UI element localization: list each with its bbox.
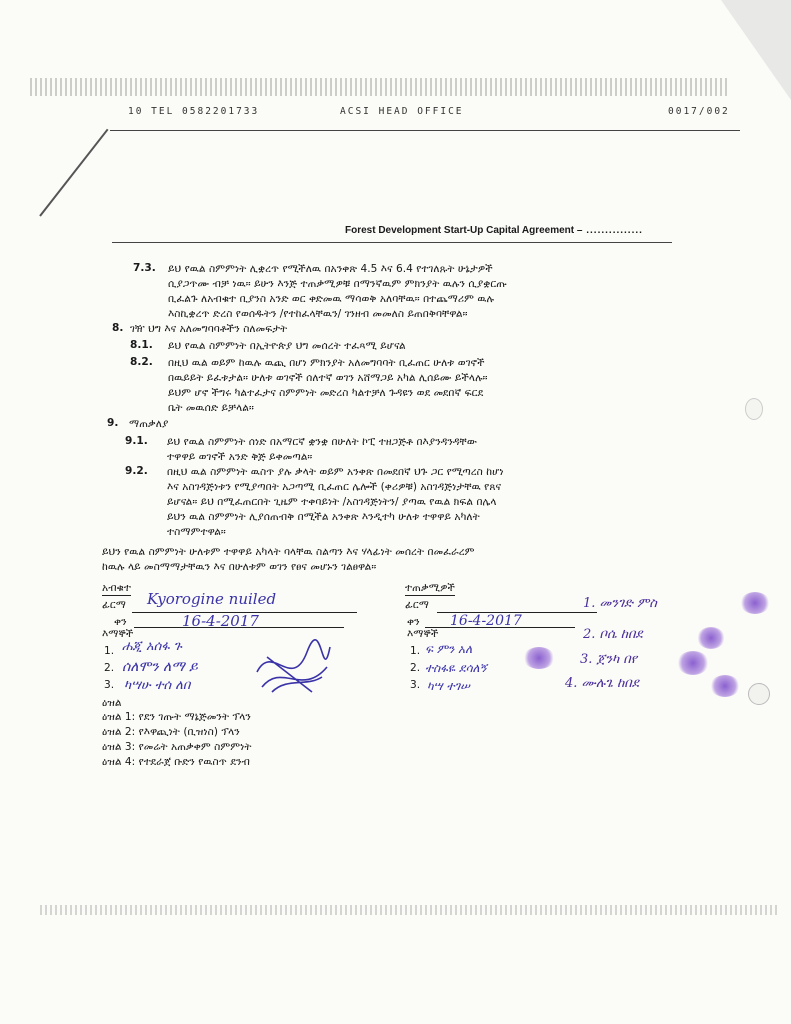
fax-header xyxy=(0,98,791,128)
witness-number: 1. xyxy=(104,645,115,657)
fingerprint-stamp xyxy=(740,592,770,614)
section-number: 8.1. xyxy=(130,339,153,351)
witness-label: እማኞች xyxy=(102,628,134,640)
section-number: 7.3. xyxy=(133,262,156,274)
annex-list xyxy=(102,697,252,770)
date-handwriting: 16-4-2017 xyxy=(182,612,259,630)
folded-corner xyxy=(721,0,791,100)
doc-title: Forest Development Start-Up Capital Agreement – ............... xyxy=(345,225,643,236)
section-heading: ገዥ ህግ እና አለመግባባቶችን ስለመፍታት xyxy=(130,323,288,335)
witness-number: 3. xyxy=(410,679,421,691)
fax-office: ACSI HEAD OFFICE xyxy=(340,106,464,117)
annex-item: ዕዝል 2: የእዋጪነት (ቢዝነስ) ፕላን xyxy=(102,726,240,738)
fingerprint-stamp xyxy=(697,627,725,649)
text-line: ተዋዋይ ወገኖች አንድ ቅጅ ይቀመጣል። xyxy=(167,451,313,463)
text-line: በዚህ ዉል ወይም ከዉሉ ዉጪ በሆነ ምክንያት አለመግባባት ቢፈጠር ሁለቱ ወገኖች xyxy=(168,357,485,369)
signatory-heading: አብቁተ xyxy=(102,582,131,594)
text-line: በዉይይት ይፈቱታል። ሁለቱ ወገኖች ሰለተኛ ወገን አሸማጋይ አካል ሊሰይሙ ይችላሉ። xyxy=(168,372,488,384)
text-line: ይህም ሆኖ ችግሩ ካልተፈታና ስምምነት መድረስ ካልተቻለ ጉዳዩን ወደ መደበኛ ፍርደ xyxy=(168,387,484,399)
annex-heading: ዕዝል xyxy=(102,697,122,709)
witness-handwriting: ፍ ምን አለ xyxy=(425,642,473,656)
scan-noise-top xyxy=(30,78,730,96)
signature-handwriting: Kyorogine nuiled xyxy=(147,590,277,608)
text-line: ይህ የዉል ስምምነት በኢትዮጵያ ህግ መሰረት ተፈጻሚ ይሆናል xyxy=(168,340,406,352)
signature-handwriting: 1. መንገድ ምስ xyxy=(583,596,657,611)
witness-number: 2. xyxy=(410,662,421,674)
fingerprint-stamp xyxy=(523,647,555,669)
date-label: ቀን xyxy=(407,616,420,628)
text-line: ተስማምተዋል። xyxy=(167,526,226,538)
punch-hole xyxy=(748,683,770,705)
closing-paragraph xyxy=(102,545,475,575)
section-number: 8. xyxy=(112,322,124,334)
fax-tel: 10 TEL 0582201733 xyxy=(128,106,260,117)
annex-item: ዕዝል 4: የተደራጀ ቡድን የዉስጥ ደንብ xyxy=(102,756,250,768)
witness-handwriting: ተስፋዬ ደሳለኝ xyxy=(425,661,487,675)
punch-hole xyxy=(745,398,763,420)
date-label: ቀን xyxy=(114,616,127,628)
text-line: ይህን ዉል ስምምነት ሊያሰጠብቅ በሚችል አንቀጽ እንዲተካ ሁለቱ ተዋዋይ አካለት xyxy=(167,511,480,523)
signatory-left xyxy=(102,582,372,712)
section-number: 8.2. xyxy=(130,356,153,368)
text-line: በዚህ ዉል ስምምነት ዉስጥ ያሉ ቃላት ወይም አንቀጽ በመደበኛ ህጉ ጋር የሚጣረስ ከሆነ xyxy=(167,466,504,478)
fax-page: 0017/002 xyxy=(668,106,730,117)
text-line: ከዉሉ ላይ መስማማታቸዉን እና በሁለቱም ወገን የፀና መሆኑን ገልፀዋል። xyxy=(102,561,377,573)
text-line: ይሆናል። ይህ በሚፈጠርበት ጊዜም ተቀባይነት /አስገዳጅነትን/ ያጣዉ የዉል ክፍል በሌላ xyxy=(167,496,497,508)
text-line: ይህን የዉል ስምምነት ሁለቱም ተዋዋይ አካላት ባላቸዉ ስልጣን እና ሃላፊነት መሰረት በመፈራረም xyxy=(102,546,475,558)
text-line: ይህ የዉል ስምምነት ሰነድ በአማርኛ ቋንቋ በሁለት ኮፒ ተዘጋጅቶ በእያንዳንዳቸው xyxy=(167,436,478,448)
side-signature-handwriting: 4. ሙሉጌ ከበደ xyxy=(565,676,639,691)
witness-label: እማኞች xyxy=(407,628,439,640)
section-heading: ማጠቃለያ xyxy=(129,418,169,430)
title-rule xyxy=(112,242,672,243)
annex-item: ዕዝል 3: የመሬት አጠቃቀም ስምምነት xyxy=(102,741,252,753)
text-line: ሲያጋጥሙ ብቻ ነዉ። ይሁን እንጅ ተጠቃሚዎቹ በማንኛዉም ምክንያት ዉሉን ሲያቋርጡ xyxy=(168,278,507,290)
date-handwriting: 16-4-2017 xyxy=(450,613,522,629)
side-signature-handwriting: 3. ጀንካ በየ xyxy=(580,652,638,667)
witness-number: 1. xyxy=(410,645,421,657)
fingerprint-stamp xyxy=(677,651,709,675)
section-number: 9.2. xyxy=(125,465,148,477)
text-line: እና አስገዳጅነቱን የሚያጣበት አጋጣሚ ቢፈጠር ሌሎች (ቀሪዎቹ) አስገዳጅነታቸዉ የጸና xyxy=(167,481,502,493)
witness-number: 2. xyxy=(104,662,115,674)
sign-label: ፊርማ xyxy=(102,599,126,611)
witness-handwriting: ካሣሁ ተሰ ለበ xyxy=(124,678,191,693)
witness-number: 3. xyxy=(104,679,115,691)
witness-handwriting: ሰለሞን ለማ ይ xyxy=(122,659,198,675)
fax-header-rule xyxy=(110,130,740,131)
fingerprint-stamp xyxy=(710,675,740,697)
witness-handwriting: ሐጂ አሰፋ ጉ xyxy=(122,639,182,654)
section-number: 9. xyxy=(107,417,119,429)
signatory-right xyxy=(405,582,775,712)
signatory-heading: ተጠቃሚዎች xyxy=(405,582,455,594)
section-number: 9.1. xyxy=(125,435,148,447)
annex-item: ዕዝል 1: የደን ገጡት ማኔጅመንት ፕላን xyxy=(102,711,251,723)
signature-scribble xyxy=(252,632,332,702)
text-line: ይህ የዉል ስምምነት ሊቋረጥ የሚችለዉ በአንቀጽ 4.5 እና 6.4 የተገለጹት ሁኔታዎች xyxy=(168,263,493,275)
scan-diagonal-mark xyxy=(39,129,108,217)
text-line: ቢፈልጉ ለአብቁተ ቢያንስ አንድ ወር ቀድመዉ ማሳወቅ አለባቸዉ። በተጨማሪም ዉሉ xyxy=(168,293,495,305)
scan-noise-bottom xyxy=(40,905,780,915)
sign-label: ፊርማ xyxy=(405,599,429,611)
witness-handwriting: ካሣ ተገሠ xyxy=(427,679,470,693)
text-line: ቤት መዉሰድ ይቻላል። xyxy=(168,402,254,414)
side-signature-handwriting: 2. ቦሴ ከበደ xyxy=(583,627,643,642)
text-line: እስኪቋረጥ ድረስ የወሰዱትን /የተከፈላቸዉን/ ገንዘብ መመለስ ይጠበቅባቸዋል። xyxy=(168,308,468,320)
